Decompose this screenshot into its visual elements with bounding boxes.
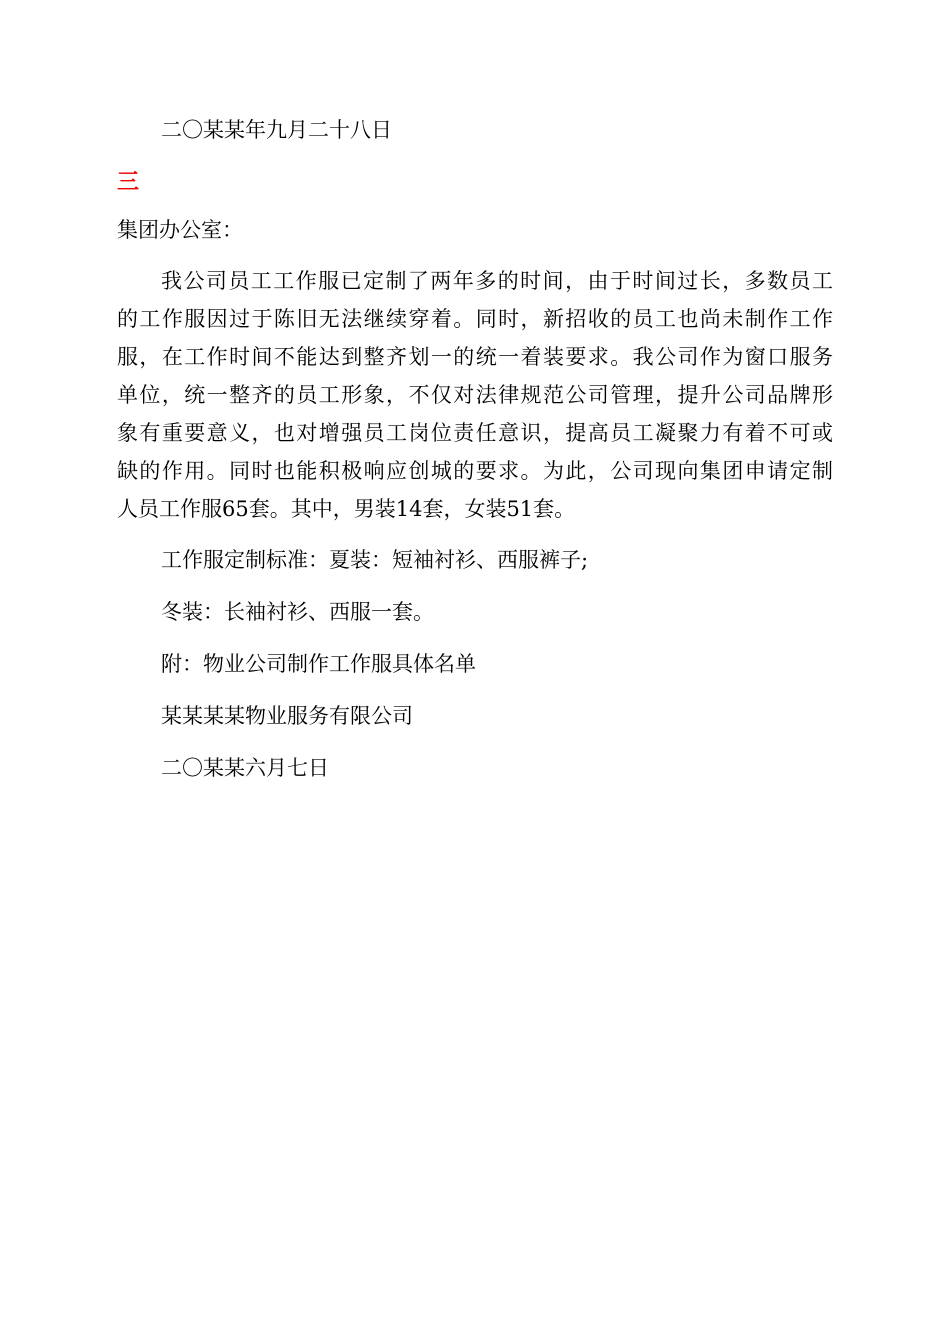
body-line: 人员工作服65套。其中，男装14套，女装51套。	[117, 497, 576, 521]
summer-standard: 工作服定制标准：夏装：短袖衬衫、西服裤子;	[161, 548, 589, 572]
body-line: 服，在工作时间不能达到整齐划一的统一着装要求。我公司作为窗口服务	[117, 345, 833, 369]
body-line: 象有重要意义，也对增强员工岗位责任意识，提高员工凝聚力有着不可或	[117, 421, 833, 445]
top-date: 二〇某某年九月二十八日	[161, 118, 392, 142]
salutation: 集团办公室：	[117, 218, 243, 242]
body-paragraph	[117, 262, 833, 528]
company-name: 某某某某物业服务有限公司	[161, 704, 413, 728]
body-line: 单位，统一整齐的员工形象，不仅对法律规范公司管理，提升公司品牌形	[117, 383, 833, 407]
document-content	[117, 110, 833, 788]
body-line: 缺的作用。同时也能积极响应创城的要求。为此，公司现向集团申请定制	[117, 459, 833, 483]
body-line: 的工作服因过于陈旧无法继续穿着。同时，新招收的员工也尚未制作工作	[117, 307, 833, 331]
winter-standard: 冬装：长袖衬衫、西服一套。	[161, 600, 434, 624]
signature-date: 二〇某某六月七日	[161, 756, 329, 780]
attachment-note: 附：物业公司制作工作服具体名单	[161, 652, 476, 676]
body-line: 我公司员工工作服已定制了两年多的时间，由于时间过长，多数员工	[161, 269, 833, 293]
section-number: 三	[117, 169, 140, 195]
